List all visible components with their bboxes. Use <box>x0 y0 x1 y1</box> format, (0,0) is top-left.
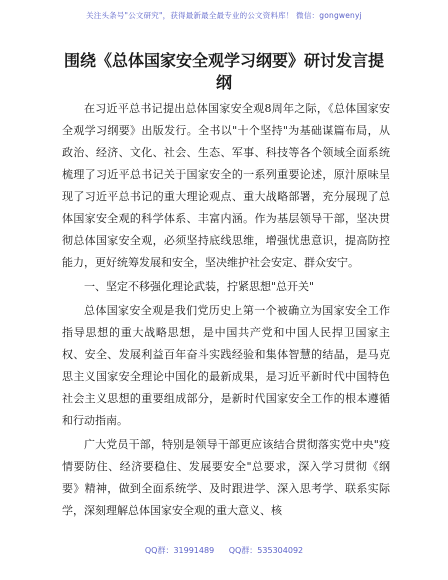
document-title: 围绕《总体国家安全观学习纲要》研讨发言提纲 <box>63 51 384 92</box>
footer-qq-group-2: QQ群：535304092 <box>228 546 304 555</box>
header-banner: 关注头条号"公文研究"，获得最新最全最专业的公文资料库！ 微信：gongwenyj <box>86 11 362 20</box>
document-body <box>62 98 390 524</box>
paragraph-3: 广大党员干部，特别是领导干部更应该结合贯彻落实党中央"疫情要防住、经济要稳住、发展要安全"总要求，深入学习贯彻《纲要》精神，做到全面系统学、及时跟进学、深入思考学、联系实际学，深刻理解总体国家安全观的重大意义、核 <box>62 438 390 517</box>
paragraph-intro: 在习近平总书记提出总体国家安全观8周年之际，《总体国家安全观学习纲要》出版发行。全书以"十个坚持"为基础谋篇布局，从政治、经济、文化、社会、生态、军事、科技等各个领域全面系统梳理了习近平总书记关于国家安全的一系列重要论述，原汁原味呈现了习近平总书记的重大理论观点、重大战略部署，充分展现了总体国家安全观的科学体系、丰富内涵。作为基层领导干部，坚决贯彻总体国家安全观，必须坚持底线思维，增强忧患意识，提高防控能力，更好统筹发展和安全，坚决维护社会安定、群众安宁。 <box>62 102 390 269</box>
section-heading-1: 一、坚定不移强化理论武装，拧紧思想"总开关" <box>84 280 315 293</box>
footer-qq-group-1: QQ群：31991489 <box>144 546 215 555</box>
paragraph-2: 总体国家安全观是我们党历史上第一个被确立为国家安全工作指导思想的重大战略思想，是中国共产党和中国人民捍卫国家主权、安全、发展利益百年奋斗实践经验和集体智慧的结晶，是马克思主义国家安全理论中国化的最新成果，是习近平新时代中国特色社会主义思想的重要组成部分，是新时代国家安全工作的根本遵循和行动指南。 <box>62 304 390 427</box>
footer <box>0 545 448 556</box>
